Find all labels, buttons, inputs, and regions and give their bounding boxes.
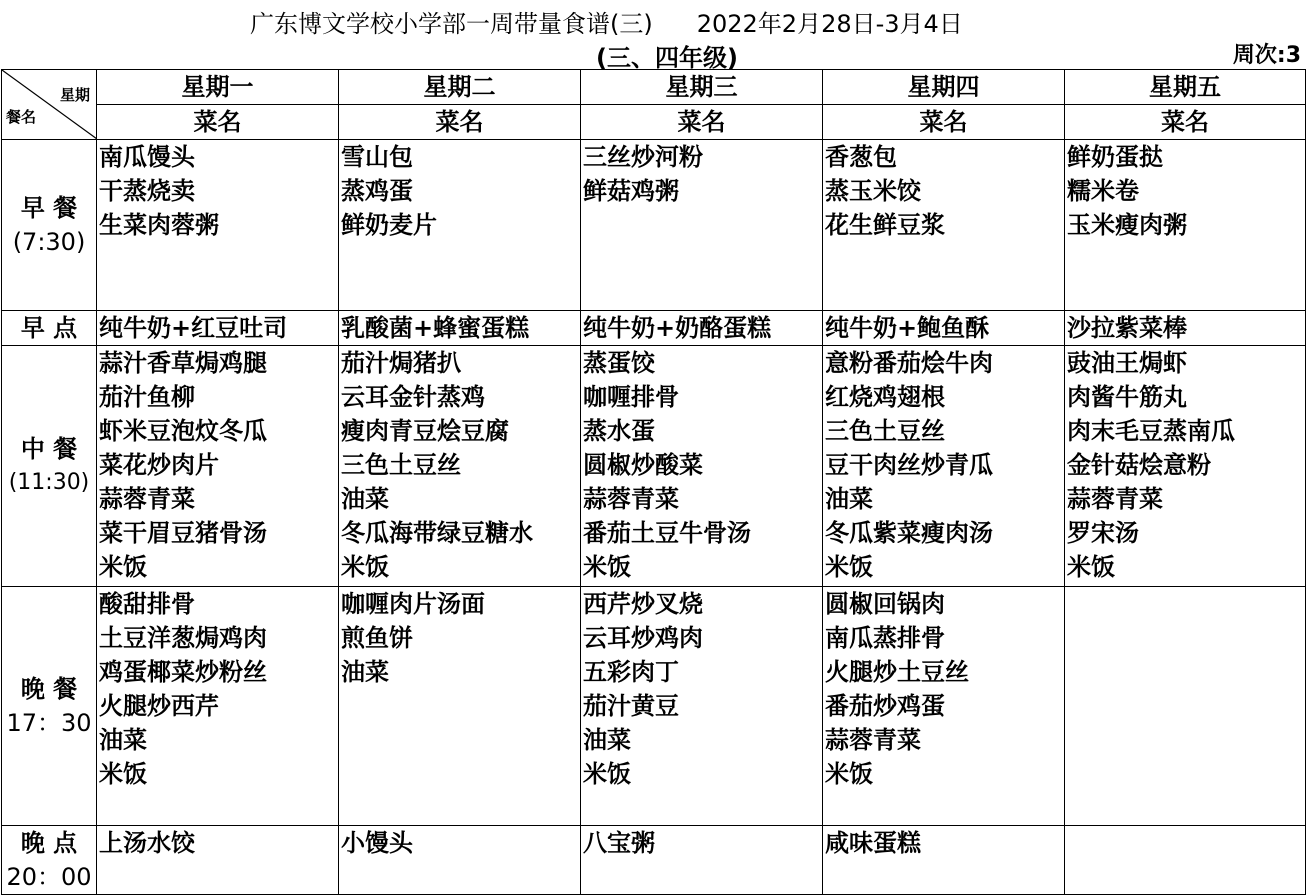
dish-item: 肉酱牛筋丸: [1067, 383, 1187, 411]
dish-item: 菜干眉豆猪骨汤: [99, 519, 267, 547]
dish-item: 蒜汁香草焗鸡腿: [99, 349, 267, 377]
dish-item: 瘦肉青豆烩豆腐: [341, 417, 509, 445]
menu-cell-thu: [823, 311, 1065, 346]
dish-item: 纯牛奶+奶酪蛋糕: [583, 314, 772, 342]
dish-item: 纯牛奶+红豆吐司: [99, 314, 288, 342]
day-header-thu: 星期四: [823, 70, 1065, 105]
dish-item: 番茄炒鸡蛋: [825, 692, 945, 720]
day-header-tue: 星期二: [339, 70, 581, 105]
dish-item: 三色土豆丝: [341, 451, 461, 479]
menu-table: [1, 69, 1306, 895]
corner-header: [2, 70, 97, 140]
dish-item: 纯牛奶+鲍鱼酥: [825, 314, 990, 342]
dish-item: 三丝炒河粉: [583, 143, 703, 171]
dish-item: 花生鲜豆浆: [825, 211, 945, 239]
menu-cell-wed: [581, 587, 823, 826]
dish-item: 油菜: [99, 726, 147, 754]
meal-label-cell: [2, 826, 97, 895]
dish-item: 圆椒炒酸菜: [583, 451, 703, 479]
dish-header: 菜名: [581, 105, 823, 140]
meal-row-night-snack: [2, 826, 1306, 895]
dish-header: 菜名: [823, 105, 1065, 140]
dish-item: 蒜蓉青菜: [1067, 485, 1163, 513]
menu-cell-fri: [1065, 346, 1306, 587]
meal-row-lunch: [2, 346, 1306, 587]
menu-cell-thu: [823, 826, 1065, 895]
meal-rows: [2, 140, 1306, 895]
menu-cell-fri: [1065, 311, 1306, 346]
menu-cell-wed: [581, 140, 823, 311]
dish-item: 云耳金针蒸鸡: [341, 383, 485, 411]
dish-item: 豆干肉丝炒青瓜: [825, 451, 993, 479]
dish-item: 冬瓜海带绿豆糖水: [341, 519, 533, 547]
dish-item: 肉末毛豆蒸南瓜: [1067, 417, 1235, 445]
dish-item: 蒜蓉青菜: [825, 726, 921, 754]
menu-cell-thu: [823, 346, 1065, 587]
meal-time: 20：00: [6, 863, 92, 891]
dish-item: 虾米豆泡炆冬瓜: [99, 417, 267, 445]
dish-header: 菜名: [1065, 105, 1306, 140]
dish-item: 沙拉紫菜棒: [1067, 314, 1187, 342]
menu-cell-mon: [97, 311, 339, 346]
dish-item: 糯米卷: [1067, 177, 1139, 205]
dish-item: 油菜: [341, 485, 389, 513]
menu-cell-mon: [97, 346, 339, 587]
meal-row-dinner: [2, 587, 1306, 826]
dish-item: 咖喱肉片汤面: [341, 590, 485, 618]
meal-time: (7:30): [12, 228, 86, 256]
meal-label-cell: [2, 311, 97, 346]
dish-item: 五彩肉丁: [583, 658, 679, 686]
meal-name: 晚 点: [20, 829, 78, 857]
corner-day-label: 星期: [59, 86, 90, 104]
dish-item: 金针菇烩意粉: [1067, 451, 1211, 479]
dish-item: 咖喱排骨: [583, 383, 679, 411]
day-header-fri: 星期五: [1065, 70, 1306, 105]
menu-cell-tue: [339, 311, 581, 346]
day-header-mon: 星期一: [97, 70, 339, 105]
meal-label-cell: [2, 140, 97, 311]
dish-item: 冬瓜紫菜瘦肉汤: [825, 519, 993, 547]
menu-cell-tue: [339, 140, 581, 311]
dish-item: 鸡蛋椰菜炒粉丝: [99, 658, 267, 686]
meal-name: 中 餐: [20, 435, 78, 463]
menu-cell-fri: [1065, 140, 1306, 311]
meal-label-cell: [2, 587, 97, 826]
dish-item: 蒸蛋饺: [583, 349, 655, 377]
dish-item: 香葱包: [825, 143, 897, 171]
menu-cell-mon: [97, 826, 339, 895]
dish-item: 菜花炒肉片: [99, 451, 219, 479]
dish-item: 小馒头: [341, 829, 413, 857]
dish-item: 酸甜排骨: [99, 590, 195, 618]
dish-item: 米饭: [583, 553, 631, 581]
meal-name: 早 点: [20, 314, 78, 342]
dish-item: 罗宋汤: [1067, 519, 1139, 547]
meal-row-morning-snack: [2, 311, 1306, 346]
dish-item: 番茄土豆牛骨汤: [583, 519, 751, 547]
dish-item: 煎鱼饼: [341, 624, 413, 652]
menu-cell-thu: [823, 140, 1065, 311]
menu-cell-tue: [339, 587, 581, 826]
dish-item: 米饭: [1067, 553, 1115, 581]
meal-name: 晚 餐: [20, 675, 78, 703]
dish-item: 云耳炒鸡肉: [583, 624, 703, 652]
dish-item: 米饭: [825, 553, 873, 581]
dish-item: 土豆洋葱焗鸡肉: [99, 624, 267, 652]
dish-item: 米饭: [583, 760, 631, 788]
dish-item: 鲜奶麦片: [341, 211, 437, 239]
dish-item: 意粉番茄烩牛肉: [825, 349, 993, 377]
menu-cell-fri: [1065, 587, 1306, 826]
date-range: 2022年2月28日-3月4日: [696, 10, 963, 38]
dish-item: 鲜奶蛋挞: [1067, 143, 1163, 171]
dish-item: 蒸鸡蛋: [341, 177, 413, 205]
week-number: 周次:3: [1232, 43, 1301, 68]
page-title: [250, 4, 963, 39]
dish-item: 鲜菇鸡粥: [583, 177, 679, 205]
title-text: 广东博文学校小学部一周带量食谱(三): [250, 10, 653, 38]
dish-item: 米饭: [99, 553, 147, 581]
dish-item: 蒸玉米饺: [825, 177, 921, 205]
menu-cell-fri: [1065, 826, 1306, 895]
dish-header: 菜名: [97, 105, 339, 140]
dish-item: 乳酸菌+蜂蜜蛋糕: [341, 314, 530, 342]
menu-cell-wed: [581, 311, 823, 346]
dish-item: 火腿炒土豆丝: [825, 658, 969, 686]
menu-cell-mon: [97, 587, 339, 826]
meal-label-cell: [2, 346, 97, 587]
meal-name: 早 餐: [20, 194, 78, 222]
menu-cell-wed: [581, 346, 823, 587]
dish-item: 八宝粥: [583, 829, 655, 857]
dish-item: 生菜肉蓉粥: [99, 211, 219, 239]
dish-item: 蒜蓉青菜: [583, 485, 679, 513]
dish-item: 米饭: [825, 760, 873, 788]
corner-meal-label: 餐名: [6, 108, 37, 126]
dish-item: 茄汁鱼柳: [99, 383, 195, 411]
meal-time: (11:30): [8, 470, 90, 495]
dish-item: 蒸水蛋: [583, 417, 655, 445]
meal-row-breakfast: [2, 140, 1306, 311]
dish-item: 茄汁焗猪扒: [341, 349, 461, 377]
menu-cell-tue: [339, 346, 581, 587]
dish-item: 圆椒回锅肉: [825, 590, 945, 618]
day-header-wed: 星期三: [581, 70, 823, 105]
menu-cell-thu: [823, 587, 1065, 826]
dish-item: 蒜蓉青菜: [99, 485, 195, 513]
dish-header: 菜名: [339, 105, 581, 140]
dish-item: 三色土豆丝: [825, 417, 945, 445]
dish-item: 南瓜蒸排骨: [825, 624, 945, 652]
dish-item: 米饭: [99, 760, 147, 788]
dish-item: 西芹炒叉烧: [583, 590, 703, 618]
grade-subtitle: (三、四年级): [596, 44, 738, 72]
dish-item: 油菜: [341, 658, 389, 686]
dish-item: 火腿炒西芹: [99, 692, 219, 720]
dish-item: 米饭: [341, 553, 389, 581]
dish-item: 雪山包: [341, 143, 413, 171]
dish-item: 上汤水饺: [99, 829, 195, 857]
dish-item: 油菜: [825, 485, 873, 513]
dish-item: 咸味蛋糕: [825, 829, 921, 857]
menu-cell-mon: [97, 140, 339, 311]
dish-item: 豉油王焗虾: [1067, 349, 1187, 377]
dish-item: 南瓜馒头: [99, 143, 195, 171]
meal-time: 17：30: [6, 709, 92, 737]
dish-item: 干蒸烧卖: [99, 177, 195, 205]
dish-item: 油菜: [583, 726, 631, 754]
dish-item: 红烧鸡翅根: [825, 383, 945, 411]
menu-cell-tue: [339, 826, 581, 895]
dish-item: 茄汁黄豆: [583, 692, 679, 720]
menu-cell-wed: [581, 826, 823, 895]
dish-item: 玉米瘦肉粥: [1067, 211, 1187, 239]
